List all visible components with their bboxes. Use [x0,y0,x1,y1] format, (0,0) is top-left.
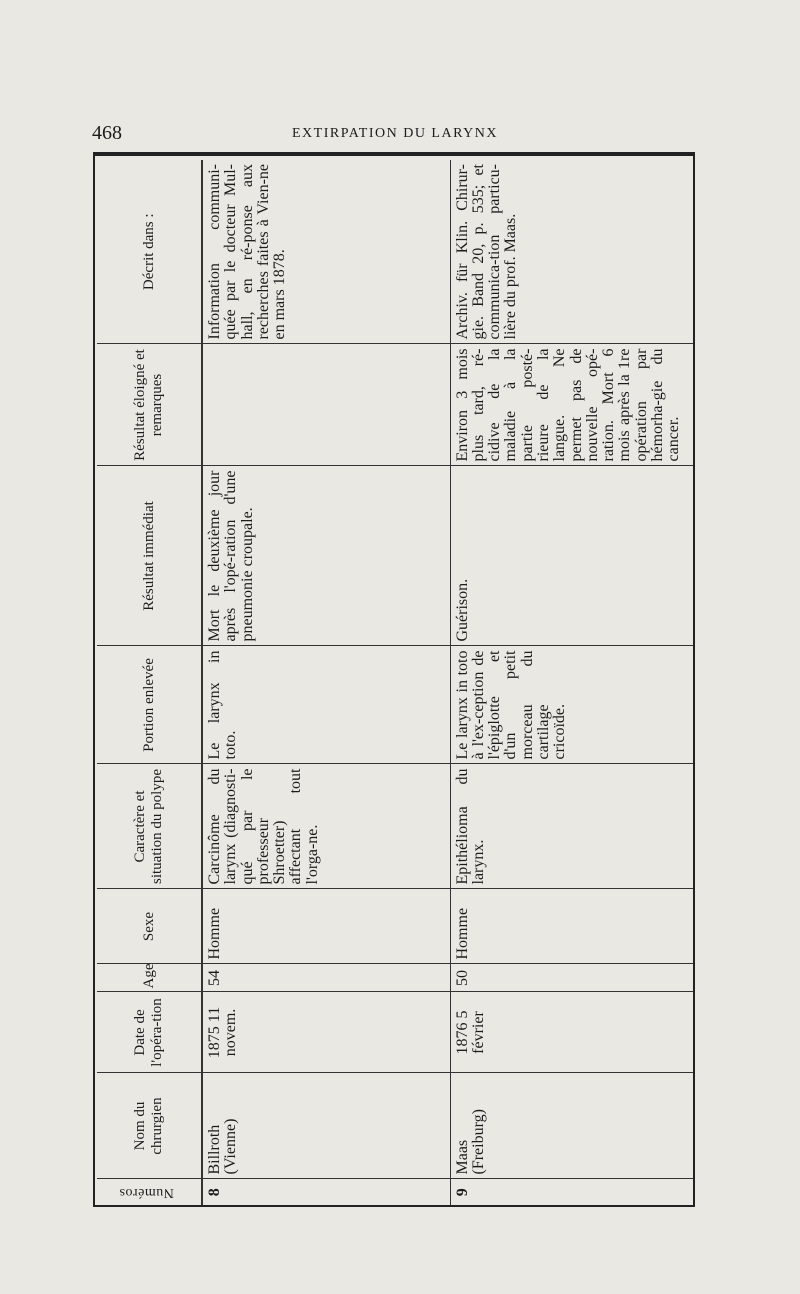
row-portion: Le larynx in toto. [202,646,450,764]
row-decrit: Archiv. für Klin. Chirur-gie. Band 20, p. 535; et communica-tion particu-lière du prof. Maas. [453,164,520,340]
row-caractere: Epithélioma du larynx. [450,764,693,889]
header-caractere: Caractère et situation du polype [97,764,202,889]
row-decrit: Information communi-quée par le docteur Mul-hall, en ré-ponse aux recherches faites à Vien-ne en mars 1878. [202,160,450,344]
table-row [202,160,450,1205]
row-numero: 8 [202,1179,450,1205]
header-portion: Portion enlevée [97,646,202,764]
header-resultat-eloigne: Résultat éloigné et remarques [97,344,202,466]
row-resultat-immediat: Mort le deuxième jour après l'opé-ration d'une pneumonie croupale. [202,466,450,646]
row-age: 54 [202,964,450,992]
row-sexe: Homme [450,889,693,964]
row-resultat-eloigne: Environ 3 mois plus tard, ré-cidive de la maladie à la partie posté-rieure de la langue. Ne permet pas de nouvelle opé-ration. Mort 6 mois après la 1re opération par hémorha-gie du cancer. [450,344,693,466]
header-nom: Nom du chrurgien [97,1073,202,1179]
header-age: Age [97,964,202,992]
header-date: Date de l'opéra-tion [97,992,202,1073]
row-portion: Le larynx in toto à l'ex-ception de l'épiglotte et d'un petit morceau du cartilage cricoïde. [450,646,693,764]
header-resultat-immediat: Résultat immédiat [97,466,202,646]
page-number: 468 [92,122,122,144]
row-caractere: Carcinôme du larynx (diagnosti-qué par le professeur Shroetter) affectant tout l'orga-ne. [202,764,450,889]
running-title: EXTIRPATION DU LARYNX [292,126,498,141]
table-row [450,160,693,1205]
row-nom: Maas (Freiburg) [450,1073,693,1179]
header-sexe: Sexe [97,889,202,964]
operations-table [97,160,693,1205]
row-nom: Billroth (Vienne) [202,1073,450,1179]
row-resultat-immediat: Guérison. [450,466,693,646]
header-row [97,160,202,1205]
header-decrit: Décrit dans : [97,160,202,344]
page-header [0,118,800,148]
row-date: 1875 11 novem. [202,992,450,1073]
header-numeros: Numéros [97,1179,202,1205]
row-age: 50 [450,964,693,992]
row-sexe: Homme [202,889,450,964]
operations-table-frame [93,152,695,1207]
row-resultat-eloigne [202,344,450,466]
rotated-table-container [97,160,693,1205]
row-date: 1876 5 février [450,992,693,1073]
row-numero: 9 [450,1179,693,1205]
